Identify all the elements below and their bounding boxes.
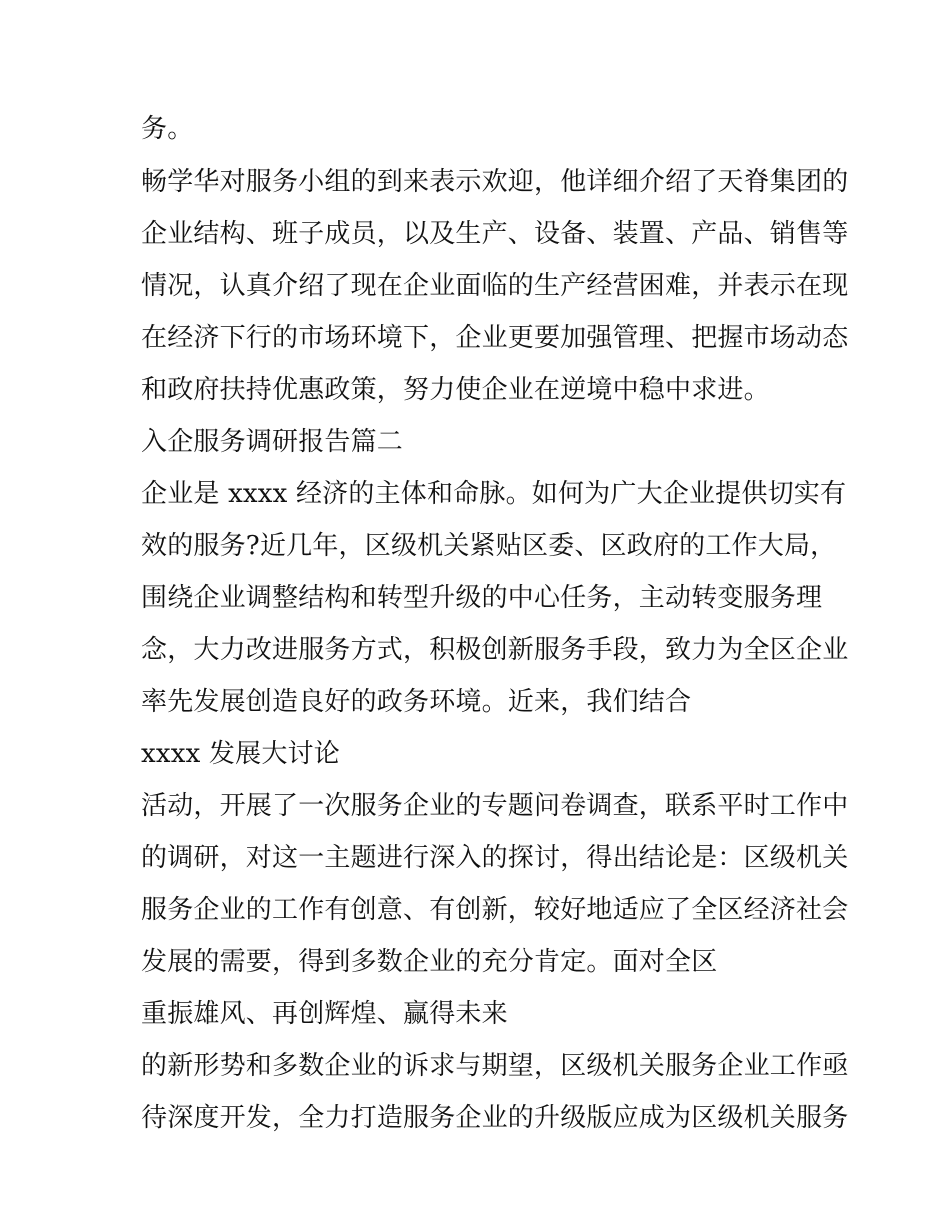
- text-line: 畅学华对服务小组的到来表示欢迎，他详细介绍了天脊集团的: [141, 167, 849, 197]
- text-line: 发展的需要，得到多数企业的充分肯定。面对全区: [141, 947, 718, 977]
- text-line: 围绕企业调整结构和转型升级的中心任务，主动转变服务理: [141, 583, 823, 613]
- text-line: 重振雄风、再创辉煌、赢得未来: [141, 999, 508, 1029]
- text-line: 的新形势和多数企业的诉求与期望，区级机关服务企业工作亟: [141, 1051, 849, 1081]
- text-line: 情况，认真介绍了现在企业面临的生产经营困难，并表示在现: [141, 271, 849, 301]
- section-heading: 入企服务调研报告篇二: [141, 427, 404, 457]
- text-line: 服务企业的工作有创意、有创新，较好地适应了全区经济社会: [141, 895, 849, 925]
- text-line: 务。: [141, 114, 194, 144]
- text-line: 率先发展创造良好的政务环境。近来，我们结合: [141, 687, 692, 717]
- text-line: xxxx 发展大讨论: [141, 739, 340, 769]
- text-line: 在经济下行的市场环境下，企业更要加强管理、把握市场动态: [141, 323, 849, 353]
- text-line: 念，大力改进服务方式，积极创新服务手段，致力为全区企业: [141, 635, 849, 665]
- text-line: 企业结构、班子成员，以及生产、设备、装置、产品、销售等: [141, 219, 849, 249]
- text-line: 和政府扶持优惠政策，努力使企业在逆境中稳中求进。: [141, 375, 770, 405]
- text-line: 效的服务?近几年，区级机关紧贴区委、区政府的工作大局，: [141, 531, 837, 561]
- text-line: 企业是 xxxx 经济的主体和命脉。如何为广大企业提供切实有: [141, 479, 847, 509]
- text-line: 待深度开发，全力打造服务企业的升级版应成为区级机关服务: [141, 1103, 849, 1133]
- text-line: 活动，开展了一次服务企业的专题问卷调查，联系平时工作中: [141, 791, 849, 821]
- text-line: 的调研，对这一主题进行深入的探讨，得出结论是：区级机关: [141, 843, 849, 873]
